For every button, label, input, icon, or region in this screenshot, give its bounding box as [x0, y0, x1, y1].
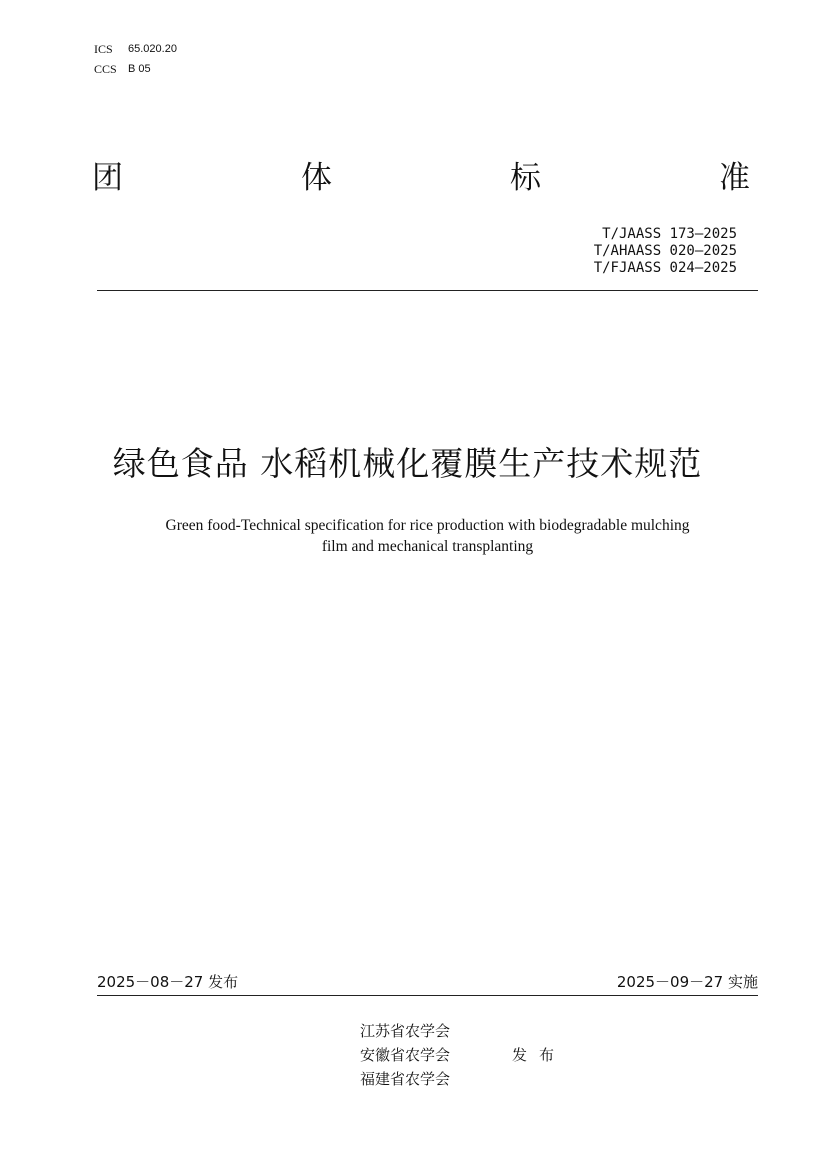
publish-action-label: 发布 [512, 1046, 567, 1064]
top-divider [97, 290, 758, 291]
issue-date: 2025－08－27 发布 [97, 973, 239, 991]
standard-numbers [594, 226, 737, 277]
publisher-organization: 福建省农学会 [360, 1070, 451, 1088]
heading-char: 标 [510, 160, 541, 196]
standard-number: T/FJAASS 024—2025 [593, 260, 737, 276]
english-title-line: film and mechanical transplanting [321, 538, 534, 555]
publisher-list [360, 1019, 450, 1091]
ics-row [94, 39, 177, 59]
ccs-label: CCS [94, 62, 117, 76]
ics-label: ICS [94, 42, 113, 56]
heading-char: 体 [301, 160, 332, 196]
classification-codes [94, 39, 177, 79]
publisher-organization: 江苏省农学会 [360, 1022, 451, 1040]
standard-type-heading [92, 158, 750, 198]
document-title-english [60, 515, 795, 557]
ics-value: 65.020.20 [128, 43, 177, 55]
implementation-date: 2025－09－27 实施 [616, 973, 758, 991]
standard-number: T/JAASS 173—2025 [602, 226, 737, 242]
bottom-divider [97, 995, 758, 996]
ccs-row [94, 59, 177, 79]
standard-number: T/AHAASS 020—2025 [593, 243, 737, 259]
english-title-line: Green food-Technical specification for rice production with biodegradable mulching [165, 517, 690, 534]
heading-char: 团 [92, 160, 123, 196]
ccs-value: B 05 [128, 63, 151, 75]
document-title-chinese: 绿色食品 水稻机械化覆膜生产技术规范 [112, 444, 703, 483]
heading-char: 准 [719, 160, 750, 196]
publisher-organization: 安徽省农学会 [360, 1046, 451, 1064]
